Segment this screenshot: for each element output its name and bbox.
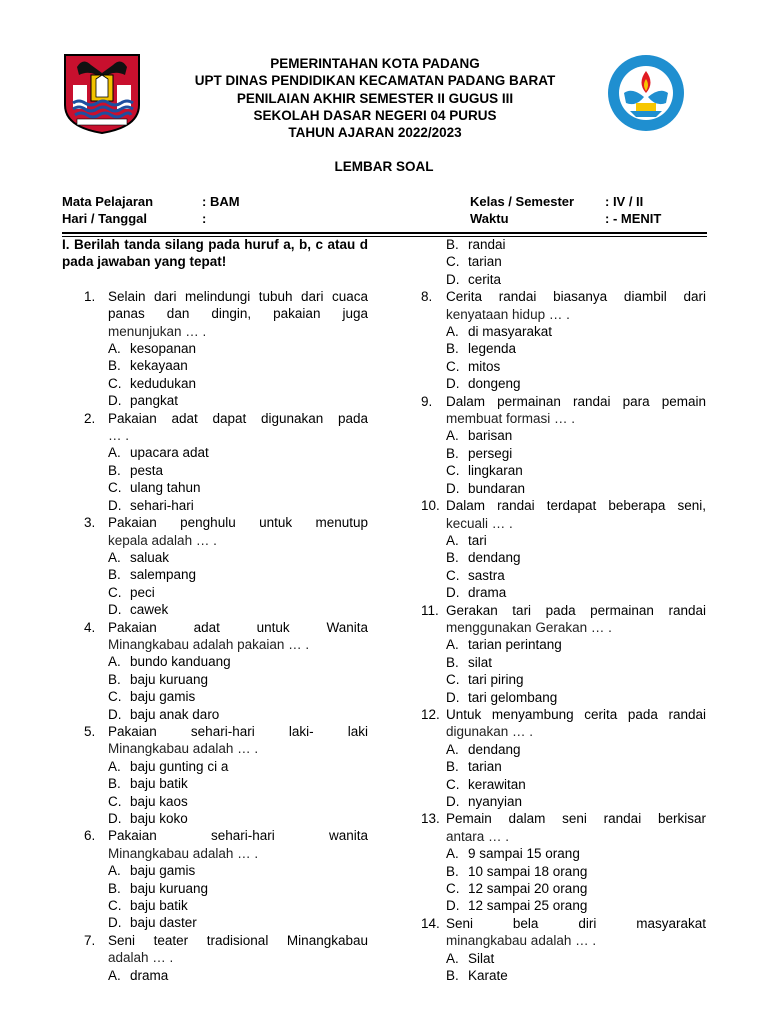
option-text: baju kaos (130, 793, 188, 809)
question-item (421, 393, 706, 428)
option-letter: C. (446, 672, 460, 688)
option-text: baju gamis (130, 689, 196, 705)
option-letter: B. (108, 567, 121, 583)
answer-option (421, 445, 706, 462)
answer-option (421, 897, 706, 914)
option-letter: B. (108, 671, 121, 687)
questions-left-column (62, 236, 368, 984)
answer-option (62, 897, 368, 914)
option-text: Silat (468, 950, 495, 966)
question-text-end: antara … . (446, 828, 510, 844)
answer-option (62, 566, 368, 583)
answer-option (62, 340, 368, 357)
question-text: Pakaian sehari-hari laki- laki (108, 723, 368, 739)
option-text: tari piring (468, 672, 524, 688)
option-text: peci (130, 584, 155, 600)
option-letter: D. (446, 585, 460, 601)
option-text: 10 sampai 18 orang (468, 863, 588, 879)
option-letter: B. (446, 759, 459, 775)
answer-option (421, 671, 706, 688)
answer-option (421, 654, 706, 671)
question-item (62, 410, 368, 445)
question-item (421, 497, 706, 532)
answer-option (62, 601, 368, 618)
question-text-end: Minangkabau adalah pakaian … . (108, 636, 310, 652)
option-letter: C. (446, 567, 460, 583)
option-text: sastra (468, 567, 505, 583)
answer-option (421, 741, 706, 758)
answer-option (62, 967, 368, 984)
question-text: Dalam permainan randai para pemain (446, 393, 706, 409)
answer-option (421, 845, 706, 862)
option-letter: D. (108, 393, 122, 409)
option-text: ulang tahun (130, 480, 201, 496)
answer-option (421, 950, 706, 967)
option-text: baju kuruang (130, 880, 209, 896)
date-label: Hari / Tanggal (62, 211, 147, 226)
answer-option (421, 967, 706, 984)
header-line-office: UPT DINAS PENDIDIKAN KECAMATAN PADANG BARAT (194, 73, 556, 89)
option-text: baju daster (130, 915, 197, 931)
option-letter: B. (108, 358, 121, 374)
answer-option (62, 462, 368, 479)
question-item (62, 932, 368, 967)
option-letter: B. (446, 341, 459, 357)
question-number: 11. (421, 602, 439, 618)
question-item (62, 288, 368, 340)
option-letter: C. (108, 689, 122, 705)
option-text: baju anak daro (130, 706, 220, 722)
option-text: kedudukan (130, 375, 197, 391)
answer-option (62, 357, 368, 374)
question-number: 9. (421, 393, 433, 409)
answer-option (62, 375, 368, 392)
option-text: baju gunting ci a (130, 758, 229, 774)
question-text: Pakaian adat dapat digunakan pada (108, 410, 368, 426)
option-text: legenda (468, 341, 517, 357)
answer-option (421, 584, 706, 601)
option-letter: A. (446, 741, 459, 757)
option-letter: C. (108, 898, 122, 914)
option-letter: D. (108, 497, 122, 513)
answer-option (62, 880, 368, 897)
question-text-end: Minangkabau adalah … . (108, 741, 259, 757)
answer-option (421, 480, 706, 497)
option-letter: C. (446, 358, 460, 374)
question-text: Pemain dalam seni randai berkisar (446, 811, 706, 827)
instruction: I. Berilah tanda silang pada huruf a, b, c atau d pada jawaban yang tepat! (62, 237, 368, 270)
option-letter: B. (108, 776, 121, 792)
option-letter: A. (446, 846, 459, 862)
option-letter: D. (108, 602, 122, 618)
option-text: nyanyian (468, 794, 523, 809)
option-letter: B. (108, 462, 121, 478)
option-text: pangkat (130, 393, 179, 409)
answer-option (421, 253, 706, 270)
answer-option (62, 706, 368, 723)
answer-option (421, 462, 706, 479)
question-number: 1. (84, 288, 96, 304)
header-line-exam: PENILAIAN AKHIR SEMESTER II GUGUS III (236, 90, 514, 106)
question-item (62, 723, 368, 758)
question-number: 6. (84, 828, 96, 844)
option-text: randai (468, 237, 506, 252)
question-text: Seni teater tradisional Minangkabau (108, 932, 368, 948)
question-number: 10. (421, 498, 440, 514)
option-letter: A. (446, 428, 459, 444)
question-text-end: kepala adalah … . (108, 532, 217, 548)
header-line-government: PEMERINTAHAN KOTA PADANG (270, 56, 480, 71)
option-letter: A. (108, 445, 121, 461)
option-letter: A. (108, 341, 121, 357)
answer-option (62, 688, 368, 705)
option-letter: B. (108, 880, 121, 896)
question-text-end: menggunakan Gerakan … . (446, 619, 612, 635)
option-text: silat (468, 654, 493, 670)
option-text: tarian (468, 759, 502, 775)
answer-option (421, 323, 706, 340)
answer-option (421, 758, 706, 775)
answer-option (421, 271, 706, 288)
question-number: 2. (84, 410, 96, 426)
option-letter: C. (446, 776, 460, 792)
question-text-end: membuat formasi … . (446, 411, 576, 427)
option-text: dongeng (468, 376, 521, 392)
meta-left (62, 193, 240, 227)
padang-city-emblem (63, 53, 141, 135)
question-item (421, 288, 706, 323)
option-text: kesopanan (130, 341, 197, 357)
option-letter: A. (108, 549, 121, 565)
question-text-end: digunakan … . (446, 724, 534, 740)
option-text: bundaran (468, 480, 526, 496)
option-text: dendang (468, 741, 521, 757)
school-header (150, 55, 600, 141)
option-letter: A. (108, 967, 121, 983)
option-text: baju kuruang (130, 671, 209, 687)
option-letter: C. (446, 881, 460, 897)
option-letter: C. (108, 793, 122, 809)
question-text: Untuk menyambung cerita pada randai (446, 706, 706, 722)
answer-option (62, 497, 368, 514)
option-text: baju koko (130, 811, 188, 826)
option-letter: C. (108, 584, 122, 600)
question-number: 5. (84, 723, 96, 739)
tut-wuri-handayani-emblem (606, 53, 686, 133)
answer-option (62, 653, 368, 670)
question-item (421, 915, 706, 950)
question-number: 14. (421, 915, 440, 931)
option-text: drama (468, 585, 507, 601)
question-text: Selain dari melindungi tubuh dari cuaca (108, 288, 368, 304)
option-letter: A. (108, 654, 121, 670)
header-line-school: SEKOLAH DASAR NEGERI 04 PURUS (253, 107, 497, 123)
date-value: : (202, 211, 207, 226)
option-letter: B. (446, 445, 459, 461)
option-letter: D. (446, 376, 460, 392)
option-text: bundo kanduang (130, 654, 231, 670)
option-text: kekayaan (130, 358, 188, 374)
question-text-end: kecuali … . (446, 515, 513, 531)
option-text: tari (468, 532, 487, 548)
option-text: dendang (468, 550, 521, 566)
answer-option (421, 793, 706, 810)
answer-option (421, 427, 706, 444)
option-letter: D. (108, 811, 122, 826)
class-label: Kelas / Semester (470, 194, 575, 209)
option-text: cerita (468, 271, 502, 287)
option-text: tarian perintang (468, 637, 562, 653)
question-text: Pakaian sehari-hari wanita (108, 828, 368, 844)
option-letter: B. (446, 654, 459, 670)
option-letter: A. (446, 532, 459, 548)
option-letter: A. (446, 637, 459, 653)
answer-option (421, 340, 706, 357)
option-text: tari gelombang (468, 689, 558, 705)
question-text: Cerita randai biasanya diambil dari (446, 289, 706, 305)
header-divider (62, 232, 707, 234)
question-number: 13. (421, 811, 440, 827)
option-letter: D. (446, 480, 460, 496)
option-text: sehari-hari (130, 497, 194, 513)
question-text-end: menunjukan … . (108, 323, 207, 339)
answer-option (421, 689, 706, 706)
option-text: lingkaran (468, 463, 523, 479)
question-text: panas dan dingin, pakaian juga (108, 306, 368, 322)
answer-option (62, 793, 368, 810)
answer-option (62, 862, 368, 879)
option-letter: A. (108, 863, 121, 879)
question-number: 12. (421, 706, 440, 722)
option-text: upacara adat (130, 445, 209, 461)
option-text: saluak (130, 549, 170, 565)
question-text: Gerakan tari pada permainan randai (446, 602, 706, 618)
answer-option (62, 758, 368, 775)
option-text: 12 sampai 20 orang (468, 881, 588, 897)
question-text-end: … . (108, 428, 130, 444)
questions-right-column (421, 236, 706, 984)
option-text: kerawitan (468, 776, 526, 792)
option-text: baju batik (130, 898, 188, 914)
question-item (421, 810, 706, 845)
option-letter: D. (446, 271, 460, 287)
question-number: 4. (84, 619, 96, 635)
answer-option (62, 549, 368, 566)
option-letter: A. (446, 950, 459, 966)
option-letter: C. (446, 254, 460, 270)
answer-option (421, 358, 706, 375)
option-text: cawek (130, 602, 169, 618)
option-letter: B. (446, 968, 459, 984)
subject-value: : BAM (202, 194, 240, 209)
time-label: Waktu (470, 211, 509, 226)
answer-option (62, 914, 368, 931)
question-text: Pakaian adat untuk Wanita (108, 619, 368, 635)
option-letter: C. (108, 375, 122, 391)
meta-right (470, 193, 661, 227)
answer-option (62, 479, 368, 496)
question-text-end: kenyataan hidup … . (446, 306, 570, 322)
question-item (62, 827, 368, 862)
question-text: Pakaian penghulu untuk menutup (108, 515, 368, 531)
class-value: : IV / II (605, 194, 644, 209)
option-letter: C. (446, 463, 460, 479)
question-text-end: adalah … . (108, 950, 174, 966)
option-text: baju batik (130, 776, 188, 792)
option-letter: B. (446, 237, 459, 252)
answer-option (421, 880, 706, 897)
answer-option (421, 375, 706, 392)
option-letter: D. (108, 706, 122, 722)
option-letter: D. (446, 794, 460, 809)
header-line-year: TAHUN AJARAN 2022/2023 (288, 125, 462, 141)
question-number: 7. (84, 932, 96, 948)
option-letter: B. (446, 550, 459, 566)
question-text: Dalam randai terdapat beberapa seni, (446, 498, 706, 514)
question-number: 3. (84, 515, 96, 531)
question-text-end: Minangkabau adalah … . (108, 845, 259, 861)
answer-option (421, 776, 706, 793)
option-text: barisan (468, 428, 513, 444)
option-text: pesta (130, 462, 164, 478)
question-item (62, 619, 368, 654)
answer-option (62, 810, 368, 827)
answer-option (421, 567, 706, 584)
option-text: mitos (468, 358, 501, 374)
option-letter: D. (446, 898, 460, 914)
option-text: persegi (468, 445, 513, 461)
option-letter: A. (108, 758, 121, 774)
question-text: Seni bela diri masyarakat (446, 915, 706, 931)
option-letter: A. (446, 324, 459, 340)
answer-option (62, 444, 368, 461)
subject-label: Mata Pelajaran (62, 194, 154, 209)
question-item (421, 706, 706, 741)
option-letter: D. (108, 915, 122, 931)
answer-option (421, 636, 706, 653)
answer-option (421, 532, 706, 549)
option-letter: D. (446, 689, 460, 705)
answer-option (62, 584, 368, 601)
option-letter: B. (446, 863, 459, 879)
option-text: tarian (468, 254, 502, 270)
option-text: baju gamis (130, 863, 196, 879)
question-item (62, 514, 368, 549)
option-text: di masyarakat (468, 324, 553, 340)
answer-option (62, 775, 368, 792)
page-title: LEMBAR SOAL (334, 159, 434, 174)
option-text: drama (130, 967, 169, 983)
option-text: Karate (468, 968, 508, 984)
question-item (421, 602, 706, 637)
answer-option (62, 392, 368, 409)
time-value: : - MENIT (605, 211, 662, 226)
option-text: salempang (130, 567, 197, 583)
answer-option (421, 236, 706, 253)
answer-option (421, 863, 706, 880)
option-letter: C. (108, 480, 122, 496)
answer-option (421, 549, 706, 566)
question-text-end: minangkabau adalah … . (446, 933, 597, 949)
answer-option (62, 671, 368, 688)
option-text: 9 sampai 15 orang (468, 846, 580, 862)
question-number: 8. (421, 289, 433, 305)
option-text: 12 sampai 25 orang (468, 898, 588, 914)
